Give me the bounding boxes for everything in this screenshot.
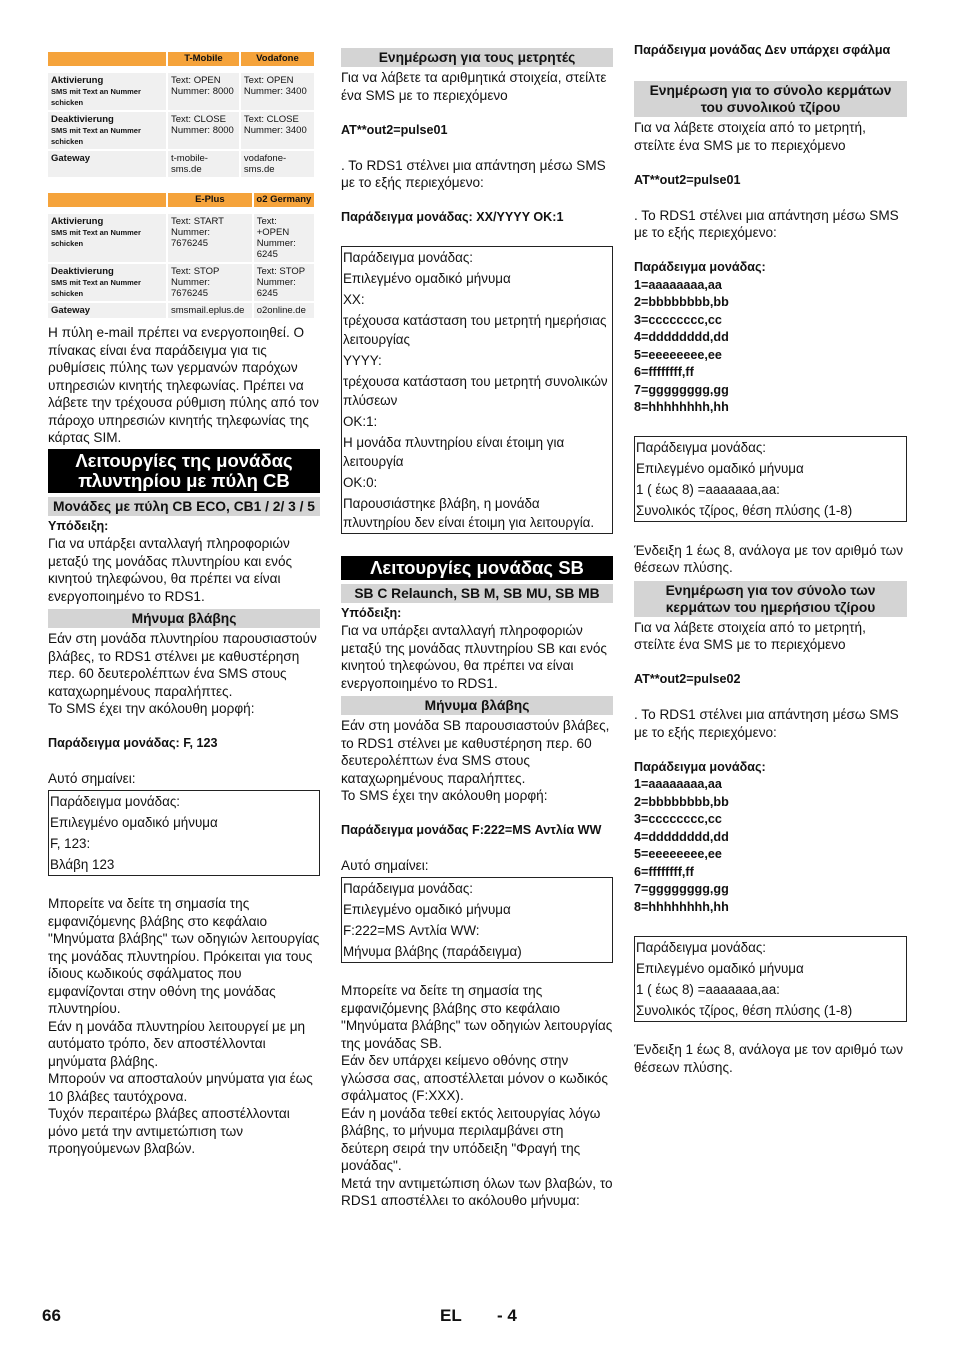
value-line: 1=aaaaaaaa,aa	[634, 277, 722, 292]
fault-text: Εάν στη μονάδα SB παρουσιαστούν βλάβες, το RDS1 στέλνει με καθυστέρηση περ. 60 δευτερολέπτων ένα SMS στους καταχωρημένους παραλήπτες.	[341, 718, 610, 786]
counters-text: Για να λάβετε τα αριθμητικά στοιχεία, στείλτε ένα SMS με το περιεχόμενο	[341, 70, 607, 103]
provider-table-1	[46, 50, 316, 179]
row-label: Aktivierung	[51, 75, 104, 86]
reply-text: . Το RDS1 στέλνει μια απάντηση μέσω SMS με το εξής περιεχόμενο:	[341, 157, 606, 190]
value-line: 3=cccccccc,cc	[634, 812, 722, 826]
row-label: Aktivierung	[51, 216, 104, 227]
example-box	[634, 436, 907, 522]
value-line: 8=hhhhhhhh,hh	[634, 400, 729, 414]
sms-form-text: Το SMS έχει την ακόλουθη μορφή:	[341, 788, 548, 803]
box-line: Μήνυμα βλάβης (παράδειγμα)	[343, 943, 522, 959]
page-subnumber: - 4	[497, 1306, 517, 1325]
box-line: YYYY:	[343, 353, 382, 368]
table-header-empty	[48, 52, 166, 66]
box-line: Επιλεγμένο ομαδικό μήνυμα	[636, 461, 804, 476]
table-row	[48, 303, 314, 318]
column-2	[341, 44, 613, 1210]
sms-form-text: Το SMS έχει την ακόλουθη μορφή:	[48, 701, 255, 716]
indication-text: Ένδειξη 1 έως 8, ανάλογα με τον αριθμό των θέσεων πλύσης.	[634, 1042, 903, 1075]
box-line: 1 ( έως 8) =aaaaaaa,aa:	[636, 981, 780, 997]
box-line: Παράδειγμα μονάδας:	[636, 440, 767, 455]
table-cell: t-mobile-sms.de	[168, 151, 239, 177]
table-row	[48, 151, 314, 177]
reply-text: . Το RDS1 στέλνει μια απάντηση μέσω SMS με το εξής περιεχόμενο:	[634, 207, 899, 240]
total-text: Για να λάβετε στοιχεία από το μετρητή, στείλτε ένα SMS με το περιεχόμενο	[634, 120, 866, 153]
row-sublabel: SMS mit Text an Nummer schicken	[51, 278, 141, 298]
row-label: Gateway	[51, 305, 91, 316]
box-line: Η μονάδα πλυντηρίου είναι έτοιμη για λειτουργία	[343, 435, 565, 469]
table-row	[48, 264, 314, 301]
example-line: Παράδειγμα μονάδας F:222=MS Αντλία WW	[341, 823, 602, 837]
example-label: Παράδειγμα μονάδας:	[634, 759, 766, 774]
example-box	[48, 790, 320, 876]
box-line: XX:	[343, 292, 365, 307]
note-text: Για να υπάρξει ανταλλαγή πληροφοριών μεταξύ της μονάδας πλυντηρίου SB και ενός κινητού τηλεφώνου, θα πρέπει να είναι ενεργοποιημένο το RDS1.	[341, 623, 607, 691]
paragraph: Μετά την αντιμετώπιση όλων των βλαβών, το RDS1 αποστέλλει το ακόλουθο μήνυμα:	[341, 1175, 613, 1208]
value-line: 4=dddddddd,dd	[634, 829, 729, 844]
value-line: 1=aaaaaaaa,aa	[634, 777, 722, 791]
value-line: 7=gggggggg,gg	[634, 382, 729, 397]
table-cell: smsmail.eplus.de	[168, 303, 252, 318]
value-line: 8=hhhhhhhh,hh	[634, 899, 729, 914]
command-line: AT**out2=pulse01	[341, 122, 448, 137]
table-header: o2 Germany	[254, 193, 314, 207]
language-code: EL	[440, 1306, 462, 1325]
subsection-heading-cb-models: Μονάδες με πύλη CB ECO, CB1 / 2/ 3 / 5	[48, 497, 320, 516]
value-line: 3=cccccccc,cc	[634, 312, 722, 327]
row-label: Deaktivierung	[51, 266, 114, 277]
table-cell: o2online.de	[254, 303, 314, 318]
box-line: Παράδειγμα μονάδας:	[636, 939, 767, 955]
note-text: Για να υπάρξει ανταλλαγή πληροφοριών μεταξύ της μονάδας πλυντηρίου και ενός κινητού τηλεφώνου, θα πρέπει να είναι ενεργοποιημένο το RDS1.	[48, 536, 293, 604]
value-line: 6=ffffffff,ff	[634, 365, 694, 379]
table-cell: Text: START Nummer: 7676245	[168, 214, 252, 262]
value-line: 7=gggggggg,gg	[634, 882, 729, 896]
box-line: τρέχουσα κατάσταση του μετρητή ημερήσιας λειτουργίας	[343, 313, 607, 347]
example-label: Παράδειγμα μονάδας:	[634, 260, 766, 274]
daily-text: Για να λάβετε στοιχεία από το μετρητή, στείλτε ένα SMS με το περιεχόμενο	[634, 619, 866, 652]
gateway-intro: Η πύλη e-mail πρέπει να ενεργοποιηθεί. Ο πίνακας είναι ένα παράδειγμα για τις ρυθμίσεις πύλης των γερμανών παρόχων υπηρεσιών κινητής τηλεφωνίας. Πρέπει να λάβετε την τρέχουσα ρύθμιση πύλης από τον πάροχο υπηρεσιών κινητής τηλεφωνίας της κάρτας SIM.	[48, 325, 319, 445]
box-line: Συνολικός τζίρος, θέση πλύσης (1-8)	[636, 1002, 853, 1018]
table-header-empty	[48, 193, 166, 207]
column-3	[634, 42, 907, 1076]
note-label: Υπόδειξη:	[341, 605, 402, 620]
subsection-heading-fault: Μήνυμα βλάβης	[48, 609, 320, 628]
box-line: Παράδειγμα μονάδας:	[50, 793, 181, 809]
means-text: Αυτό σημαίνει:	[341, 858, 429, 873]
section-heading-sb: Λειτουργίες μονάδας SB	[341, 556, 613, 580]
box-line: F, 123:	[50, 835, 91, 851]
row-sublabel: SMS mit Text an Nummer schicken	[51, 87, 141, 107]
value-line: 5=eeeeeeee,ee	[634, 847, 722, 861]
table-header: T-Mobile	[168, 52, 239, 66]
row-sublabel: SMS mit Text an Nummer schicken	[51, 126, 141, 146]
column-1	[48, 50, 320, 1158]
table-row	[48, 214, 314, 262]
paragraph: Εάν η μονάδα πλυντηρίου λειτουργεί με μη αυτόματο τρόπο, δεν αποστέλλονται μηνύματα βλάβης.	[48, 1018, 306, 1069]
value-line: 2=bbbbbbbb,bb	[634, 295, 729, 309]
indication-text: Ένδειξη 1 έως 8, ανάλογα με τον αριθμό των θέσεων πλύσης.	[634, 542, 903, 575]
fault-text: Εάν στη μονάδα πλυντηρίου παρουσιαστούν βλάβες, το RDS1 στέλνει με καθυστέρηση περ. 60 δευτερολέπτων ένα SMS στους καταχωρημένους παραλήπτες.	[48, 631, 317, 699]
note-label: Υπόδειξη:	[48, 518, 109, 533]
subsection-heading-total: Ενημέρωση για το σύνολο κερμάτων του συνολικού τζίρου	[634, 81, 907, 117]
subsection-heading-fault: Μήνυμα βλάβης	[341, 696, 613, 715]
table-cell: Text: CLOSE Nummer: 3400	[241, 112, 314, 149]
paragraph: Μπορούν να αποσταλούν μηνύματα για έως 10 βλάβες ταυτόχρονα.	[48, 1071, 313, 1104]
table-cell: Text: STOP Nummer: 6245	[254, 264, 314, 301]
section-heading-cb: Λειτουργίες της μονάδας πλυντηρίου με πύλη CB	[48, 449, 320, 493]
box-line: Επιλεγμένο ομαδικό μήνυμα	[50, 814, 218, 830]
paragraph: Μπορείτε να δείτε τη σημασία της εμφανιζόμενης βλάβης στο κεφάλαιο "Μηνύματα βλάβης" των οδηγιών λειτουργίας της μονάδας SB.	[341, 983, 613, 1051]
box-line: Συνολικός τζίρος, θέση πλύσης (1-8)	[636, 503, 853, 518]
paragraph: Τυχόν περαιτέρω βλάβες αποστέλλονται μόνο μετά την αντιμετώπιση των προηγούμενων βλαβών.	[48, 1106, 290, 1156]
table-cell: Text: +OPEN Nummer: 6245	[254, 214, 314, 262]
value-line: 4=dddddddd,dd	[634, 330, 729, 344]
table-cell: Text: OPEN Nummer: 3400	[241, 73, 314, 110]
box-line: τρέχουσα κατάσταση του μετρητή συνολικών πλύσεων	[343, 374, 608, 408]
page-number: 66	[42, 1306, 61, 1325]
example-line: Παράδειγμα μονάδας: XX/YYYY OK:1	[341, 210, 564, 224]
table-cell: Text: STOP Nummer: 7676245	[168, 264, 252, 301]
table-row	[48, 112, 314, 149]
command-line: AT**out2=pulse02	[634, 672, 741, 686]
subsection-heading-daily: Ενημέρωση για τον σύνολο των κερμάτων του ημερήσιου τζίρου	[634, 581, 907, 617]
command-line: AT**out2=pulse01	[634, 172, 741, 187]
subsection-heading-sb-models: SB C Relaunch, SB M, SB MU, SB MB	[341, 584, 613, 603]
box-line: Βλάβη 123	[50, 856, 115, 872]
table-row	[48, 73, 314, 110]
example-line: Παράδειγμα μονάδας: F, 123	[48, 736, 218, 750]
table-cell: vodafone-sms.de	[241, 151, 314, 177]
row-label: Deaktivierung	[51, 114, 114, 125]
box-line: Παράδειγμα μονάδας:	[343, 250, 474, 265]
example-box	[634, 936, 907, 1022]
box-line: Επιλεγμένο ομαδικό μήνυμα	[343, 271, 511, 286]
means-text: Αυτό σημαίνει:	[48, 771, 136, 786]
table-cell: Text: OPEN Nummer: 8000	[168, 73, 239, 110]
reply-text: . Το RDS1 στέλνει μια απάντηση μέσω SMS με το εξής περιεχόμενο:	[634, 707, 899, 740]
box-line: Παρουσιάστηκε βλάβη, η μονάδα πλυντηρίου δεν είναι έτοιμη για λειτουργία.	[343, 496, 595, 530]
box-line: F:222=MS Αντλία WW:	[343, 922, 480, 938]
example-box	[341, 877, 613, 963]
value-line: 5=eeeeeeee,ee	[634, 347, 722, 362]
provider-table-2	[46, 191, 316, 320]
box-line: Επιλεγμένο ομαδικό μήνυμα	[636, 960, 804, 976]
box-line: OK:1:	[343, 414, 378, 429]
row-sublabel: SMS mit Text an Nummer schicken	[51, 228, 141, 248]
paragraph: Εάν η μονάδα τεθεί εκτός λειτουργίας λόγω βλάβης, το μήνυμα περιλαμβάνει στη δεύτερη σειρά την υπόδειξη "Φραγή της μονάδας".	[341, 1105, 601, 1173]
table-header: E-Plus	[168, 193, 252, 207]
box-line: 1 ( έως 8) =aaaaaaa,aa:	[636, 482, 780, 497]
paragraph: Εάν δεν υπάρχει κείμενο οθόνης στην γλώσσα σας, αποστέλλεται μόνον ο κωδικός σφάλματος (F:XXX).	[341, 1053, 608, 1103]
example-box	[341, 246, 613, 534]
value-line: 2=bbbbbbbb,bb	[634, 794, 729, 809]
no-error-example: Παράδειγμα μονάδας Δεν υπάρχει σφάλμα	[634, 43, 891, 57]
subsection-heading-counters: Ενημέρωση για τους μετρητές	[341, 48, 613, 67]
paragraph: Μπορείτε να δείτε τη σημασία της εμφανιζόμενης βλάβης στο κεφάλαιο "Μηνύματα βλάβης" των οδηγιών λειτουργίας της μονάδας πλυντηρίου. Πρόκειται για τους ίδιους κωδικούς σφάλματος που εμφανίζονται στην οθόνη της μονάδας πλυντηρίου.	[48, 896, 320, 1016]
box-line: OK:0:	[343, 475, 378, 490]
box-line: Επιλεγμένο ομαδικό μήνυμα	[343, 901, 511, 917]
box-line: Παράδειγμα μονάδας:	[343, 880, 474, 896]
table-header: Vodafone	[241, 52, 314, 66]
row-label: Gateway	[51, 153, 91, 164]
table-cell: Text: CLOSE Nummer: 8000	[168, 112, 239, 149]
value-line: 6=ffffffff,ff	[634, 864, 694, 879]
